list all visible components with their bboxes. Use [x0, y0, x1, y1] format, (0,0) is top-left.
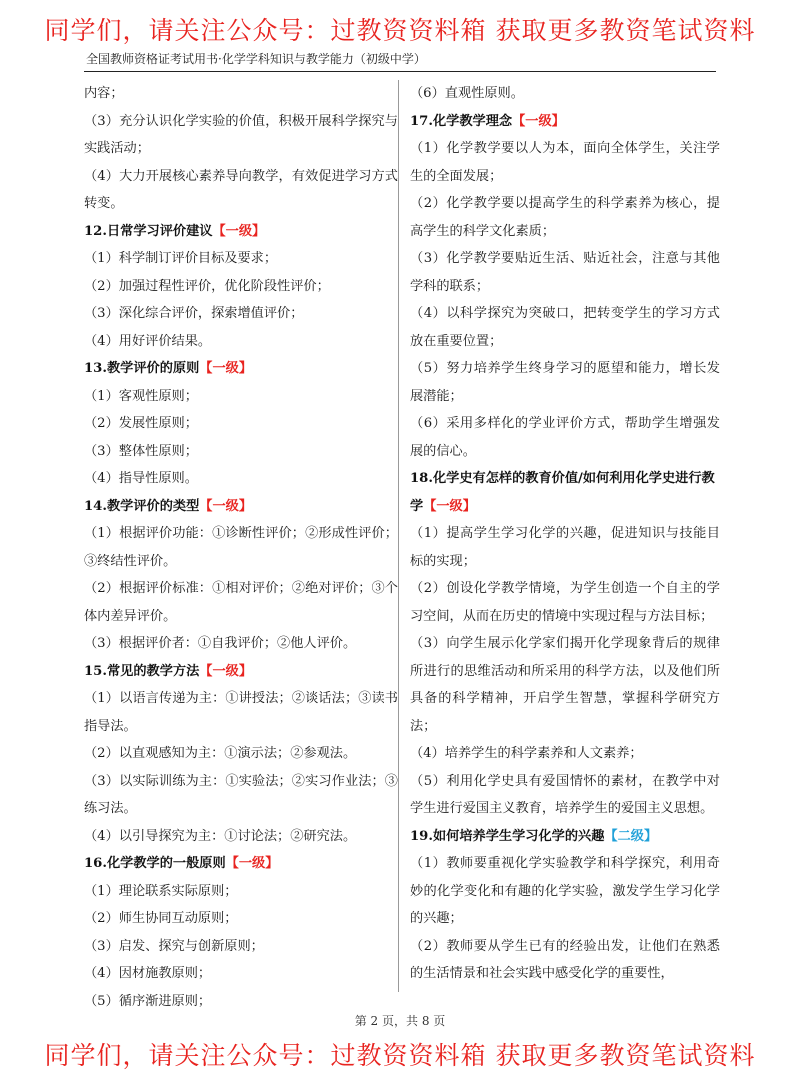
level-tag: 【一级】: [199, 361, 253, 376]
paragraph: （4）以科学探究为突破口，把转变学生的学习方式放在重要位置；: [410, 306, 720, 349]
level-tag: 【一级】: [512, 113, 565, 129]
paragraph: （1）以语言传递为主：①讲授法；②谈话法；③读书指导法。: [84, 691, 398, 734]
paragraph: （3）以实际训练为主：①实验法；②实习作业法；③练习法。: [84, 773, 398, 816]
paragraph: （4）用好评价结果。: [84, 333, 212, 349]
section-heading: [84, 850, 398, 878]
paragraph: 内容；: [84, 86, 124, 101]
section-heading-text: 19.如何培养学生学习化学的兴趣: [410, 828, 605, 844]
paragraph: （3）化学教学要贴近生活、贴近社会，注意与其他学科的联系；: [410, 251, 720, 294]
paragraph: （1）提高学生学习化学的兴趣，促进知识与技能目标的实现；: [410, 526, 720, 569]
paragraph: （3）整体性原则；: [84, 443, 198, 459]
paragraph: （2）化学教学要以提高学生的科学素养为核心，提高学生的科学文化素质；: [410, 196, 720, 239]
section-heading-text: 18.化学史有怎样的教育价值/如何利用化学史进行教学: [410, 471, 715, 514]
paragraph: （3）向学生展示化学家们揭开化学现象背后的规律所进行的思维活动和所采用的科学方法，以及他们所具备的科学精神，开启学生智慧，掌握科学研究方法；: [410, 636, 720, 734]
section-heading-text: 16.化学教学的一般原则: [84, 856, 226, 871]
paragraph: （1）理论联系实际原则；: [84, 883, 238, 899]
right-column: [410, 80, 720, 988]
paragraph: （1）根据评价功能：①诊断性评价；②形成性评价；③终结性评价。: [84, 526, 398, 569]
paragraph: （5）利用化学史具有爱国情怀的素材，在教学中对学生进行爱国主义教育，培养学生的爱国主义思想。: [410, 773, 720, 816]
level-tag: 【一级】: [199, 663, 253, 679]
paragraph: （2）创设化学教学情境，为学生创造一个自主的学习空间，从而在历史的情境中实现过程与方法目标；: [410, 581, 720, 624]
paragraph: （2）师生协同互动原则；: [84, 911, 238, 926]
section-heading: [410, 108, 720, 136]
level-tag: 【一级】: [199, 498, 253, 514]
level-tag: 【一级】: [225, 856, 279, 871]
paragraph: （1）化学教学要以人为本，面向全体学生，关注学生的全面发展；: [410, 141, 720, 184]
paragraph: （2）根据评价标准：①相对评价；②绝对评价；③个体内差异评价。: [84, 581, 398, 624]
paragraph: （3）启发、探究与创新原则；: [84, 938, 264, 954]
paragraph: （4）培养学生的科学素养和人文素养；: [410, 746, 643, 761]
paragraph: （3）根据评价者：①自我评价；②他人评价。: [84, 636, 357, 651]
promo-banner-top: 同学们，请关注公众号：过教资资料箱 获取更多教资笔试资料: [44, 16, 756, 45]
header-rule: [84, 71, 716, 72]
paragraph: （1）客观性原则；: [84, 388, 198, 404]
level-tag: 【一级】: [423, 498, 476, 514]
paragraph: （6）采用多样化的学业评价方式，帮助学生增强发展的信心。: [410, 416, 720, 459]
paragraph: （4）大力开展核心素养导向教学，有效促进学习方式转变。: [84, 168, 398, 211]
section-heading: [410, 823, 720, 851]
section-heading-text: 14.教学评价的类型: [84, 498, 200, 514]
section-heading-text: 15.常见的教学方法: [84, 663, 200, 679]
paragraph: （2）加强过程性评价，优化阶段性评价；: [84, 278, 330, 294]
section-heading: [84, 493, 398, 521]
paragraph: （2）以直观感知为主：①演示法；②参观法。: [84, 746, 357, 761]
page-number: 第 2 页，共 8 页: [354, 1014, 446, 1028]
paragraph: （1）科学制订评价目标及要求；: [84, 251, 278, 266]
left-column: [84, 80, 398, 1015]
section-heading-text: 12.日常学习评价建议: [84, 223, 213, 239]
paragraph: （5）循序渐进原则；: [84, 993, 212, 1009]
paragraph: （2）发展性原则；: [84, 416, 198, 431]
paragraph: （3）充分认识化学实验的价值，积极开展科学探究与实践活动；: [84, 113, 398, 156]
paragraph: （3）深化综合评价，探索增值评价；: [84, 306, 304, 321]
paragraph: （4）因材施教原则；: [84, 966, 212, 981]
column-divider: [398, 80, 399, 992]
section-heading: [84, 355, 398, 383]
running-header: 全国教师资格证考试用书·化学学科知识与教学能力（初级中学）: [86, 52, 426, 66]
section-heading-text: 17.化学教学理念: [410, 113, 513, 129]
promo-banner-bottom: 同学们，请关注公众号：过教资资料箱 获取更多教资笔试资料: [44, 1041, 756, 1070]
paragraph: （4）指导性原则。: [84, 471, 198, 486]
level-tag: 【二级】: [604, 828, 658, 844]
section-heading: [84, 218, 398, 246]
paragraph: （1）教师要重视化学实验教学和科学探究，利用奇妙的化学变化和有趣的化学实验，激发学生学习化学的兴趣；: [410, 856, 720, 926]
section-heading: [410, 465, 720, 520]
paragraph: （2）教师要从学生已有的经验出发，让他们在熟悉的生活情景和社会实践中感受化学的重要性，: [410, 938, 720, 981]
paragraph: （4）以引导探究为主：①讨论法；②研究法。: [84, 828, 357, 844]
level-tag: 【一级】: [212, 223, 266, 239]
paragraph: （5）努力培养学生终身学习的愿望和能力，增长发展潜能；: [410, 361, 720, 404]
paragraph: （6）直观性原则。: [410, 86, 524, 101]
section-heading-text: 13.教学评价的原则: [84, 361, 200, 376]
section-heading: [84, 658, 398, 686]
